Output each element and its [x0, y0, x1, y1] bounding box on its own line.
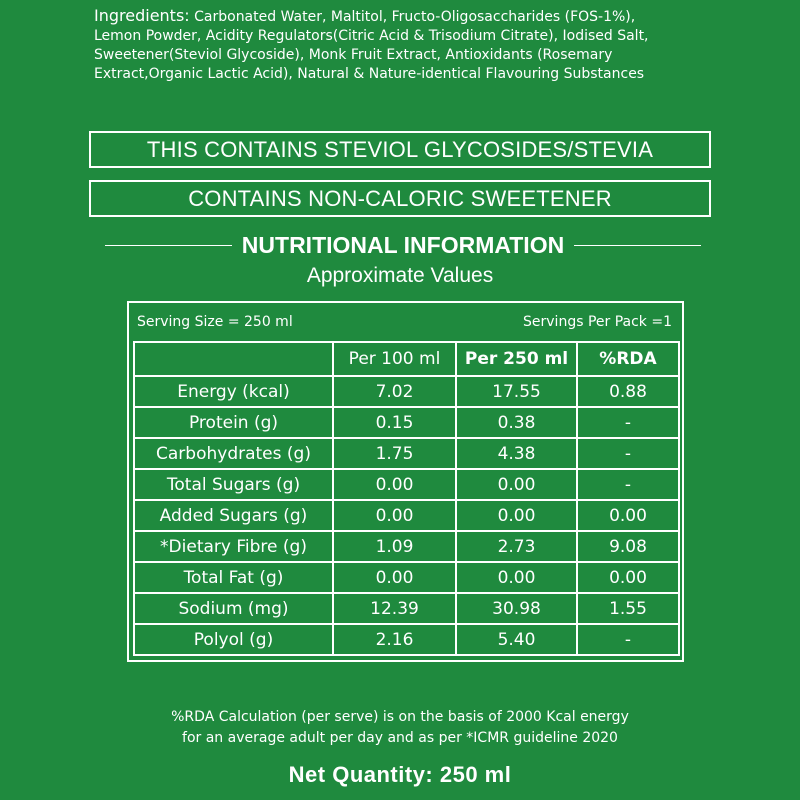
footnote-line-1: %RDA Calculation (per serve) is on the basis of 2000 Kcal energy: [171, 709, 629, 725]
table-header-row: [134, 342, 679, 376]
ingredients-text: Carbonated Water, Maltitol, Fructo-Oligosaccharides (FOS-1%), Lemon Powder, Acidity Regulators(Citric Acid & Trisodium Citrate), Iodised Salt, Sweetener(Steviol Glycoside), Monk Fruit Extract, Antioxidants (Rosemary Extract,Organic Lactic Acid), Natural & Nature-identical Flavouring Substances: [94, 9, 649, 82]
nutrient-name: Total Fat (g): [134, 562, 333, 593]
value-per250: 30.98: [456, 593, 577, 624]
nutrition-grid-wrap: [129, 341, 682, 660]
net-quantity: Net Quantity: 250 ml: [288, 762, 512, 787]
value-per250: 4.38: [456, 438, 577, 469]
nutrient-name: *Dietary Fibre (g): [134, 531, 333, 562]
table-row: [134, 407, 679, 438]
nutrition-title: NUTRITIONAL INFORMATION: [241, 231, 565, 258]
nutrient-name: Total Sugars (g): [134, 469, 333, 500]
value-per250: 2.73: [456, 531, 577, 562]
nutrition-grid: [133, 341, 680, 656]
column-header-per250: Per 250 ml: [456, 342, 577, 376]
value-rda: -: [577, 624, 679, 655]
header-divider-right: [574, 245, 701, 246]
table-row: [134, 562, 679, 593]
value-rda: 1.55: [577, 593, 679, 624]
rda-footnote: [0, 707, 800, 749]
sweetener-notice-box: [89, 180, 711, 217]
table-row: [134, 438, 679, 469]
serving-size: Serving Size = 250 ml: [137, 314, 293, 330]
column-header-rda: %RDA: [577, 342, 679, 376]
value-per250: 0.00: [456, 469, 577, 500]
serving-row: [129, 303, 682, 341]
table-row: [134, 531, 679, 562]
value-per100: 2.16: [333, 624, 456, 655]
nutrient-name: Added Sugars (g): [134, 500, 333, 531]
value-per250: 5.40: [456, 624, 577, 655]
value-rda: 0.00: [577, 500, 679, 531]
value-rda: 0.00: [577, 562, 679, 593]
header-blank-cell: [134, 342, 333, 376]
value-per100: 1.75: [333, 438, 456, 469]
value-per100: 1.09: [333, 531, 456, 562]
table-row: [134, 376, 679, 407]
nutrient-name: Sodium (mg): [134, 593, 333, 624]
table-row: [134, 469, 679, 500]
ingredients-label: Ingredients:: [94, 6, 190, 25]
value-per100: 0.00: [333, 469, 456, 500]
table-row: [134, 593, 679, 624]
nutrition-header: [105, 228, 701, 262]
value-per100: 0.15: [333, 407, 456, 438]
nutrient-name: Protein (g): [134, 407, 333, 438]
nutrient-name: Polyol (g): [134, 624, 333, 655]
value-per100: 0.00: [333, 500, 456, 531]
value-rda: 9.08: [577, 531, 679, 562]
column-header-per100: Per 100 ml: [333, 342, 456, 376]
ingredients-block: [94, 6, 654, 84]
footnote-line-2: for an average adult per day and as per *ICMR guideline 2020: [182, 730, 618, 746]
table-row: [134, 500, 679, 531]
nutrient-name: Energy (kcal): [134, 376, 333, 407]
nutrient-name: Carbohydrates (g): [134, 438, 333, 469]
stevia-notice-text: THIS CONTAINS STEVIOL GLYCOSIDES/STEVIA: [146, 136, 654, 162]
value-per100: 7.02: [333, 376, 456, 407]
header-divider-left: [105, 245, 232, 246]
table-row: [134, 624, 679, 655]
value-per100: 12.39: [333, 593, 456, 624]
servings-per-pack: Servings Per Pack =1: [523, 314, 672, 330]
value-rda: -: [577, 438, 679, 469]
value-per100: 0.00: [333, 562, 456, 593]
value-per250: 0.38: [456, 407, 577, 438]
value-per250: 0.00: [456, 562, 577, 593]
value-rda: -: [577, 469, 679, 500]
stevia-notice-box: [89, 131, 711, 168]
value-rda: -: [577, 407, 679, 438]
value-per250: 17.55: [456, 376, 577, 407]
value-per250: 0.00: [456, 500, 577, 531]
value-rda: 0.88: [577, 376, 679, 407]
sweetener-notice-text: CONTAINS NON-CALORIC SWEETENER: [188, 185, 612, 211]
nutrition-subtitle: Approximate Values: [306, 264, 494, 287]
nutrition-table: [127, 301, 684, 662]
